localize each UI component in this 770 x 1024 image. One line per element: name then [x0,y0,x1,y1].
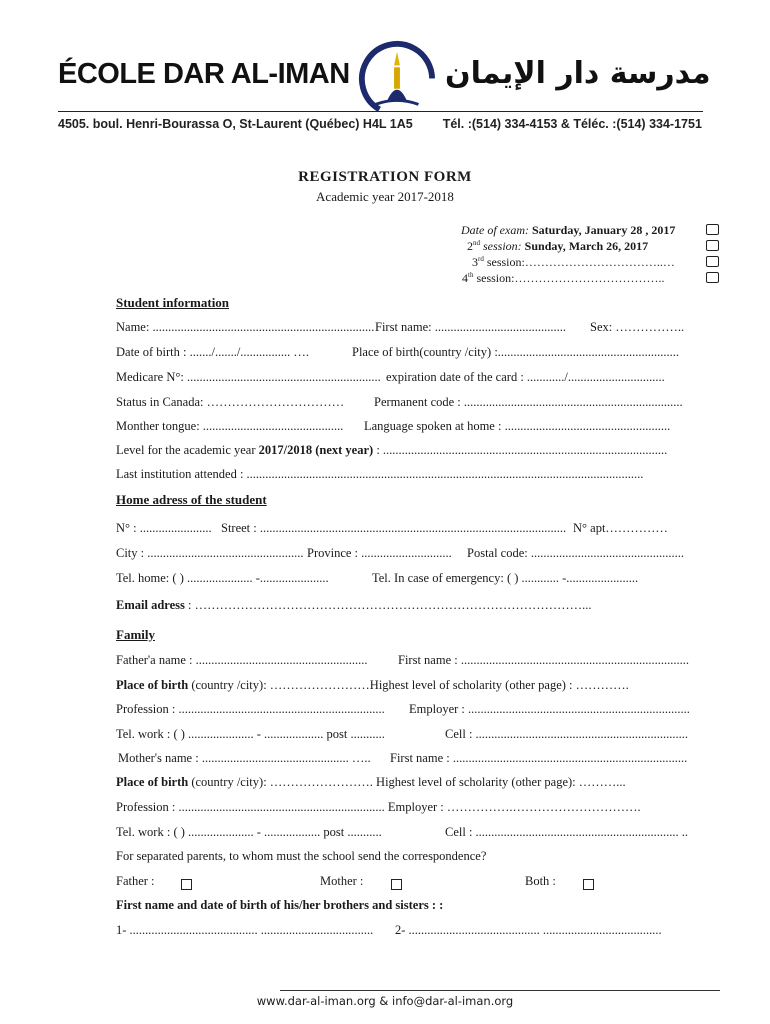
city-field[interactable]: City : .................................................. [116,546,304,560]
both-checkbox[interactable] [583,876,594,894]
email-label: Email adress [116,598,185,612]
separated-question: For separated parents, to whom must the school send the correspondence? [116,849,487,863]
school-logo [358,40,436,118]
mother-checkbox[interactable] [391,876,402,894]
mother-profession-employer-field[interactable]: Profession : .................................................................. Employer : …………….…………………………. [116,800,641,814]
second-sup: nd [473,239,480,247]
fourth-sup: th [468,271,474,279]
mother-work-phone-field[interactable]: Tel. work : ( ) ..................... - .................. post ........... [116,825,382,839]
mother-pob-field[interactable] [116,775,626,790]
family-heading: Family [116,627,155,642]
father-profession-field[interactable]: Profession : .................................................................. [116,702,385,716]
permanent-code-field[interactable]: Permanent code : ...................................................................... [374,395,683,409]
mother-first-name-field[interactable]: First name : ........................................................................... [390,751,688,765]
exam-label: Date of exam: [461,223,529,237]
header-rule [58,111,703,112]
school-name-arabic: مدرسة دار الإيمان [445,56,711,91]
mother-option-label: Mother : [320,874,364,888]
mother-option[interactable] [320,874,363,889]
footer-contact[interactable]: www.dar-al-iman.org & info@dar-al-iman.org [256,994,514,1008]
student-sex-field[interactable]: Sex: …………….. [590,320,685,334]
academic-year: Academic year 2017-2018 [316,189,454,204]
email-field[interactable] [116,598,591,613]
emergency-phone-field[interactable]: Tel. In case of emergency: ( ) ............ -....................... [372,571,639,585]
address-number-field[interactable]: N° : ....................... [116,521,212,535]
third-session [472,255,675,270]
home-address-heading: Home adress of the student [116,492,267,507]
siblings-heading: First name and date of birth of his/her brothers and sisters : : [116,898,444,912]
third-num: 3 [472,255,478,269]
sibling-1-field[interactable]: 1- ......................................... .................................... [116,923,374,937]
second-num: 2 [467,239,473,253]
exam-value: Saturday, January 28 , 2017 [531,223,676,237]
mother-cell-field[interactable]: Cell : ................................................................. .. [445,825,689,839]
both-option-label: Both : [525,874,556,888]
father-pob-rest: (country /city): ……………………Highest level of scholarity (other page) : …………. [188,678,629,692]
card-expiration-field[interactable]: expiration date of the card : ............/............................... [386,370,665,384]
second-session [467,239,648,254]
sibling-2-field[interactable]: 2- .......................................... ...................................... [395,923,662,937]
level-label: Level for the academic year [116,443,259,457]
exam-checkbox[interactable] [706,224,719,235]
footer-rule [280,990,720,991]
form-title: REGISTRATION FORM [298,169,472,185]
fourth-session [462,271,664,286]
second-value: Sunday, March 26, 2017 [524,239,649,253]
mother-tongue-field[interactable]: Monther tongue: ............................................. [116,419,344,433]
mother-name-field[interactable]: Mother's name : ............................................... ….. [118,751,371,765]
last-institution-field[interactable]: Last institution attended : ............................................................................................................................... [116,467,644,481]
father-cell-field[interactable]: Cell : .................................................................... [445,727,689,741]
student-name-field[interactable]: Name: ....................................................................... [116,320,375,334]
father-work-phone-field[interactable]: Tel. work : ( ) ..................... - ................... post ........... [116,727,385,741]
language-home-field[interactable]: Language spoken at home : ..................................................... [364,419,671,433]
second-session-checkbox[interactable] [706,240,719,251]
dob-field[interactable]: Date of birth : ......./......./................ …. [116,345,310,359]
father-first-name-field[interactable]: First name : ......................................................................... [398,653,689,667]
street-field[interactable]: Street : .................................................................................................. [221,521,567,535]
school-address [58,117,702,131]
second-label: session: [483,239,522,253]
status-field[interactable]: Status in Canada: …………………………… [116,395,345,409]
mother-pob-label: Place of birth [116,775,189,789]
home-phone-field[interactable]: Tel. home: ( ) ..................... -...................... [116,571,329,585]
father-option-label: Father : [116,874,155,888]
level-field[interactable] [116,443,667,458]
school-name: ÉCOLE DAR AL-IMAN [58,58,350,90]
father-name-field[interactable]: Father'a name : ....................................................... [116,653,368,667]
father-option[interactable] [116,874,155,889]
student-first-name-field[interactable]: First name: .......................................... [375,320,566,334]
pob-field[interactable]: Place of birth(country /city) :.......................................................... [352,345,680,359]
fourth-value: session:……………………………….. [476,271,665,285]
father-employer-field[interactable]: Employer : ....................................................................... [409,702,690,716]
level-year: 2017/2018 (next year) [258,443,374,457]
father-pob-label: Place of birth [116,678,189,692]
fourth-session-checkbox[interactable] [706,272,719,283]
level-dots: : ........................................................................................... [373,443,668,457]
fourth-num: 4 [462,271,468,285]
address-text: 4505. boul. Henri-Bourassa O, St-Laurent (Québec) H4L 1A5 [58,117,413,131]
father-checkbox[interactable] [181,876,192,894]
father-pob-field[interactable] [116,678,629,693]
province-field[interactable]: Province : ............................. [307,546,452,560]
student-info-heading: Student information [116,295,230,310]
both-option[interactable] [525,874,556,889]
mother-pob-rest: (country /city): ……………………. Highest level of scholarity (other page): ………... [188,775,626,789]
phone-fax: Tél. :(514) 334-4153 & Téléc. :(514) 334-1751 [442,117,702,131]
third-value: session:……………………………..… [486,255,675,269]
third-session-checkbox[interactable] [706,256,719,267]
email-dots: : …………………………………………………………………………………... [184,598,592,612]
postal-code-field[interactable]: Postal code: ................................................. [467,546,685,560]
exam-date [461,223,675,238]
apt-field[interactable]: N° apt…………… [573,521,668,535]
third-sup: rd [478,255,484,263]
medicare-field[interactable]: Medicare N°: .............................................................. [116,370,381,384]
